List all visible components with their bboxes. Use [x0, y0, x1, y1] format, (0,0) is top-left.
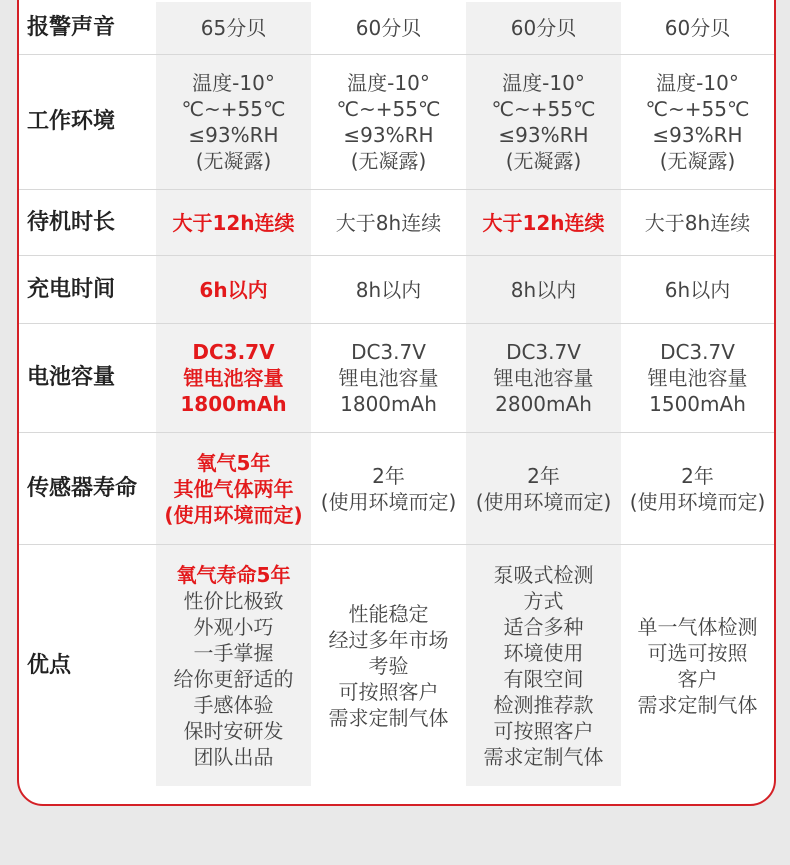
cell-text: 6h以内: [664, 277, 731, 302]
table-cell: [466, 324, 621, 433]
cell-text: 单一气体检测 可选可按照 客户 需求定制气体: [637, 614, 758, 717]
cell-text: 2年 (使用环境而定): [629, 463, 766, 514]
cell-text: 性能稳定 经过多年市场 考验 可按照客户 需求定制气体: [328, 601, 449, 730]
row-label: 充电时间: [19, 256, 156, 324]
table-cell: [621, 190, 774, 256]
table-cell: [621, 545, 774, 786]
table-cell: [621, 256, 774, 324]
highlight-text: 氧气5年 其他气体两年 (使用环境而定): [164, 450, 303, 527]
table-cell: [621, 2, 774, 55]
table-cell: [621, 55, 774, 190]
cell-text: 65分贝: [200, 16, 267, 40]
row-label: 电池容量: [19, 324, 156, 433]
cell-text: 性价比极致 外观小巧 一手掌握 给你更舒适的 手感体验 保时安研发 团队出品: [173, 588, 294, 769]
cell-text: 2年 (使用环境而定): [475, 463, 612, 514]
cell-text: 温度-10° ℃~+55℃ ≤93%RH (无凝露): [491, 71, 596, 173]
table-cell: [156, 55, 311, 190]
highlight-text: 大于12h连续: [172, 210, 295, 235]
row-label: 报警声音: [19, 2, 156, 55]
cell-text: 2年 (使用环境而定): [320, 463, 457, 514]
highlight-text: 氧气寿命5年: [176, 562, 291, 587]
table-cell: [156, 433, 311, 545]
highlight-text: 6h以内: [199, 277, 268, 302]
table-cell: [466, 433, 621, 545]
row-label: 待机时长: [19, 190, 156, 256]
table-cell: [621, 324, 774, 433]
table-cell: [156, 2, 311, 55]
row-label: 传感器寿命: [19, 433, 156, 545]
highlight-text: 大于12h连续: [482, 210, 605, 235]
table-cell: [156, 256, 311, 324]
cell-text: 60分贝: [664, 16, 731, 40]
cell-text: DC3.7V 锂电池容量 1800mAh: [338, 340, 439, 416]
cell-text: DC3.7V 锂电池容量 2800mAh: [493, 340, 594, 416]
table-cell: [311, 190, 466, 256]
table-cell: [311, 256, 466, 324]
row-label: 优点: [27, 652, 72, 678]
table-cell: [311, 2, 466, 55]
table-cell: [466, 55, 621, 190]
table-cell: [466, 2, 621, 55]
table-cell: [156, 190, 311, 256]
cell-text: 温度-10° ℃~+55℃ ≤93%RH (无凝露): [336, 71, 441, 173]
table-cell: [156, 324, 311, 433]
table-cell: [466, 256, 621, 324]
comparison-table: [19, 2, 774, 786]
table-cell: [311, 545, 466, 786]
cell-text: DC3.7V 锂电池容量 1500mAh: [647, 340, 748, 416]
table-cell: [311, 55, 466, 190]
cell-text: 8h以内: [510, 277, 577, 302]
table-cell: [466, 190, 621, 256]
cell-text: 泵吸式检测 方式 适合多种 环境使用 有限空间 检测推荐款 可按照客户 需求定制气体: [483, 562, 604, 769]
cell-text: 温度-10° ℃~+55℃ ≤93%RH (无凝露): [181, 71, 286, 173]
table-cell: [621, 433, 774, 545]
cell-content: [174, 562, 294, 770]
table-cell: [311, 433, 466, 545]
cell-text: 温度-10° ℃~+55℃ ≤93%RH (无凝露): [645, 71, 750, 173]
cell-text: 60分贝: [355, 16, 422, 40]
comparison-table-frame: [17, 0, 776, 806]
cell-text: 8h以内: [355, 277, 422, 302]
cell-text: 60分贝: [510, 16, 577, 40]
highlight-text: DC3.7V 锂电池容量 1800mAh: [180, 340, 287, 416]
row-label: 工作环境: [19, 55, 156, 190]
table-cell: [311, 324, 466, 433]
table-cell: [466, 545, 621, 786]
table-cell: [156, 545, 311, 786]
cell-text: 大于8h连续: [335, 210, 442, 235]
cell-text: 大于8h连续: [644, 210, 751, 235]
